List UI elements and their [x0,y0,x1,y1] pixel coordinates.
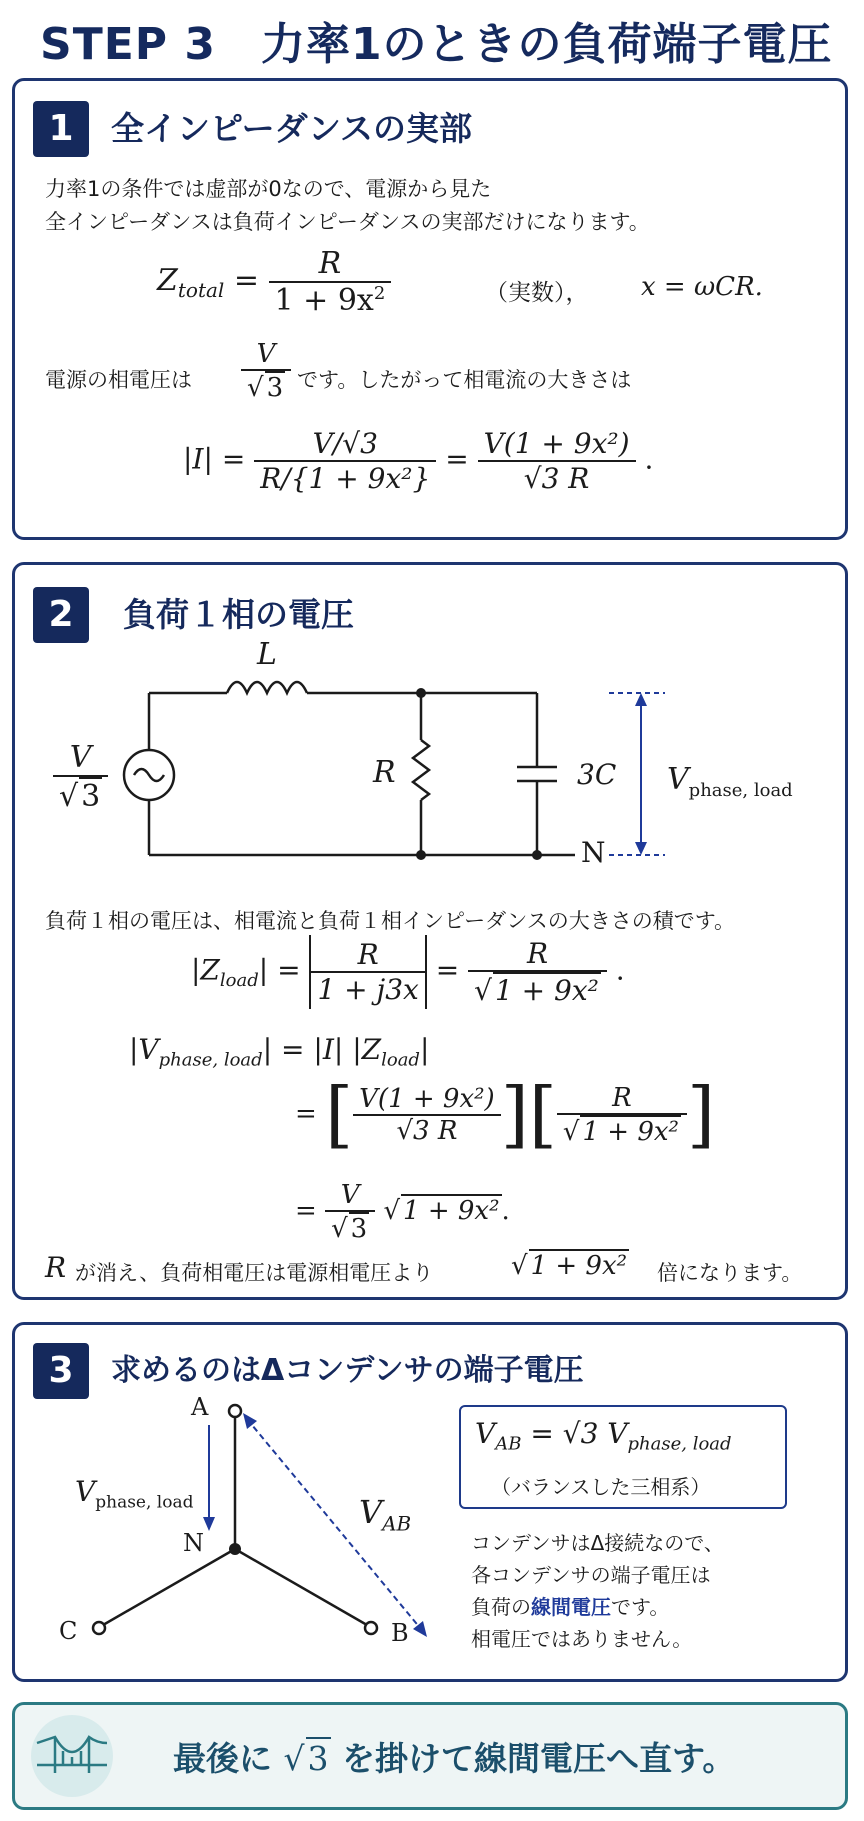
text-line: です。したがって相電流の大きさは [297,368,632,392]
equation-note: （実数）， [485,280,589,306]
sqrt-factor: √ 1 + 9x² [511,1251,628,1281]
equation-v-phase-1: $|V_{phase, load}| = |I|$ $|Z_{load}|$ [129,1033,430,1071]
equation-z-load: $|Z_{load}|$ = $\frac{R}{1 + j3x}$ = $\frac{R}{\text{√ 1 + 9x²}}$ . [191,937,625,1007]
bridge-icon [31,1715,113,1797]
note-line: 相電圧ではありません。 [471,1627,693,1651]
star-diagram [15,1397,455,1677]
fraction-v-sqrt3: $\frac{V}{√ 3}$ [241,339,291,403]
section-number: 2 [33,587,89,643]
section-1-card [12,78,848,540]
section-heading: 全インピーダンスの実部 [111,109,473,148]
section-heading: 負荷１相の電圧 [123,595,354,634]
formula-box [459,1405,787,1509]
node-label-n: N [183,1529,204,1557]
equation-current: |I| = $\frac{V/√3}{\text{R/\{1 + 9x²\}}}$ = $\frac{\text{V(1 + 9x²)}}{√3 R}$ . [183,427,654,495]
text-line: 力率1の条件では虚部が0なので、電源から見た [45,177,492,201]
label-inductor: L [257,637,277,672]
equation-z-total: $Z_{total}$ = $\frac{R}{1 + 9x^2}$ [157,246,391,318]
label-resistor: R [373,755,396,790]
equation-v-phase-3: = $\frac{V}{√ 3}$ √ 1 + 9x². [295,1180,510,1244]
text-line: 全インピーダンスは負荷インピーダンスの実部だけになります。 [45,210,650,234]
section-number: 1 [33,101,89,157]
section-heading: 求めるのはΔコンデンサの端子電圧 [111,1353,584,1388]
text-line: 電源の相電圧は [45,368,192,392]
node-label-b: B [391,1619,409,1647]
page-title: STEP 3 力率1のときの負荷端子電圧 [40,19,833,70]
label-line-voltage: $V_{AB}$ [359,1493,412,1536]
text-r: R [45,1251,67,1284]
note-line: コンデンサはΔ接続なので、 [471,1531,724,1555]
formula-line-voltage: $V_{AB} = √3$ $V_{phase, load}$ [475,1417,732,1455]
label-source-voltage: $\frac{V}{√ 3}$ [53,740,108,814]
footer-banner [12,1702,848,1810]
section-2-card [12,562,848,1300]
text-line: 倍になります。 [657,1261,803,1285]
label-phase-voltage: $V_{phase, load}$ [667,762,793,801]
label-phase-voltage: $V_{phase, load}$ [75,1475,194,1513]
text-line: が消え、負荷相電圧は電源相電圧より [75,1261,434,1285]
text-line: 負荷１相の電圧は、相電流と負荷１相インピーダンスの大きさの積です。 [45,909,736,933]
label-neutral: N [581,836,606,869]
section-3-card [12,1322,848,1682]
resistor-symbol [413,740,429,800]
footer-text: 最後に √3 を掛けて線間電圧へ直す。 [173,1739,736,1778]
formula-note: （バランスした三相系） [491,1475,711,1499]
equation-v-phase-2: = [ $\frac{\text{V(1 + 9x²)}}{√3 R}$ ][ $\frac{R}{\text{√ 1 + 9x²}}$ ] [295,1072,716,1157]
equation-x: x = ωCR. [641,272,763,302]
inductor-symbol [227,682,307,693]
section-number: 3 [33,1343,89,1399]
label-capacitor: 3C [577,758,617,791]
footer-icon-circle [31,1715,113,1797]
note-line: 各コンデンサの端子電圧は [471,1563,711,1587]
note-line: 負荷の線間電圧です。 [471,1595,670,1619]
node-label-c: C [59,1617,78,1645]
node-label-a: A [191,1393,209,1421]
